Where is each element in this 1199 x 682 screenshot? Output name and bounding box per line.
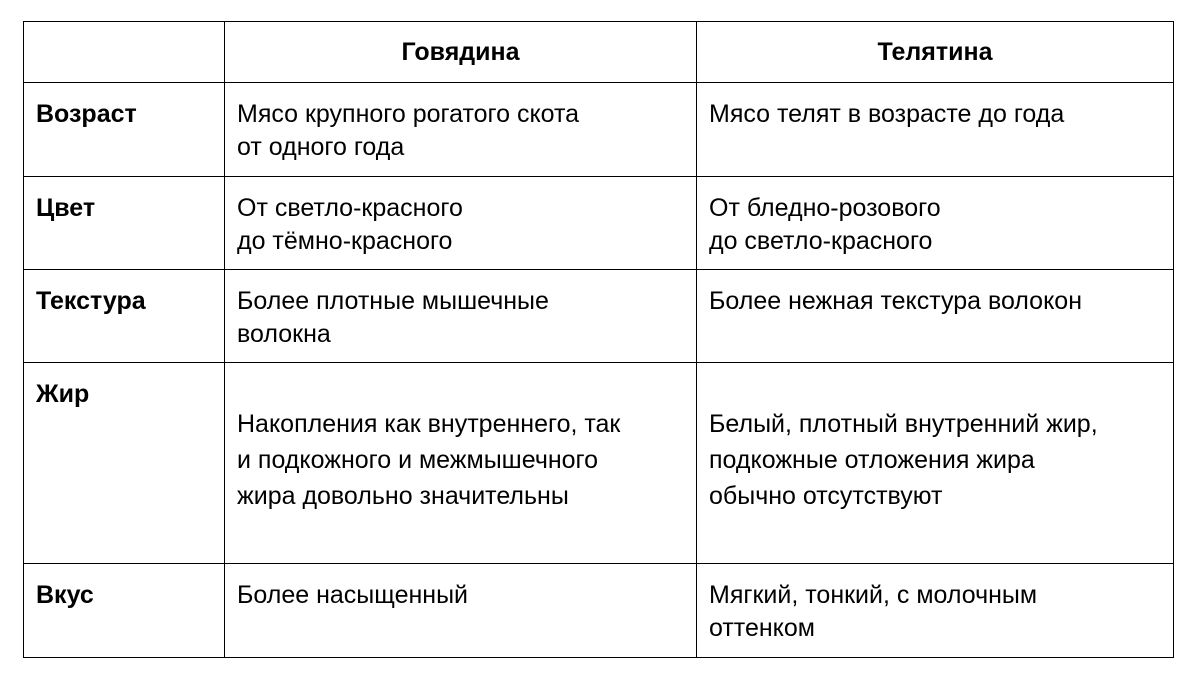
cell-text-line: волокна [237,320,331,348]
cell-text-line: Более насыщенный [237,581,469,609]
cell-text-line: от одного года [237,133,405,161]
cell-text-line: оттенком [709,614,815,642]
row-label-fat: Жир [24,363,225,564]
cell-beef-texture [225,270,697,363]
table-row [24,564,1174,658]
cell-veal-age [697,83,1174,177]
cell-text-line: жира довольно значительны [237,482,569,510]
cell-beef-fat [225,363,697,564]
cell-beef-taste [225,564,697,658]
row-label-age: Возраст [24,83,225,177]
header-veal: Телятина [697,22,1174,83]
cell-text-line: Накопления как внутреннего, так [237,410,621,438]
row-label-texture: Текстура [24,270,225,363]
cell-veal-fat [697,363,1174,564]
header-row [24,22,1174,83]
cell-text-line: подкожные отложения жира [709,446,1035,474]
comparison-table [23,21,1174,658]
cell-beef-color [225,177,697,270]
cell-text-line: до тёмно-красного [237,227,453,255]
row-label-taste: Вкус [24,564,225,658]
cell-veal-texture [697,270,1174,363]
cell-text-line: Мягкий, тонкий, с молочным [709,581,1038,609]
header-empty-cell [24,22,225,83]
cell-text-line: Более плотные мышечные [237,287,549,315]
cell-veal-color [697,177,1174,270]
cell-text-line: и подкожного и межмышечного [237,446,599,474]
cell-text-line: Мясо телят в возрасте до года [709,100,1065,128]
cell-veal-taste [697,564,1174,658]
table-row [24,177,1174,270]
table-row [24,270,1174,363]
cell-text-line: Мясо крупного рогатого скота [237,100,580,128]
header-beef: Говядина [225,22,697,83]
cell-text-line: От бледно-розового [709,194,941,222]
table-row [24,83,1174,177]
table-row [24,363,1174,564]
cell-text-line: Белый, плотный внутренний жир, [709,410,1098,438]
row-label-color: Цвет [24,177,225,270]
cell-text-line: От светло-красного [237,194,463,222]
cell-text-line: Более нежная текстура волокон [709,287,1082,315]
cell-text-line: до светло-красного [709,227,933,255]
cell-beef-age [225,83,697,177]
cell-text-line: обычно отсутствуют [709,482,943,510]
